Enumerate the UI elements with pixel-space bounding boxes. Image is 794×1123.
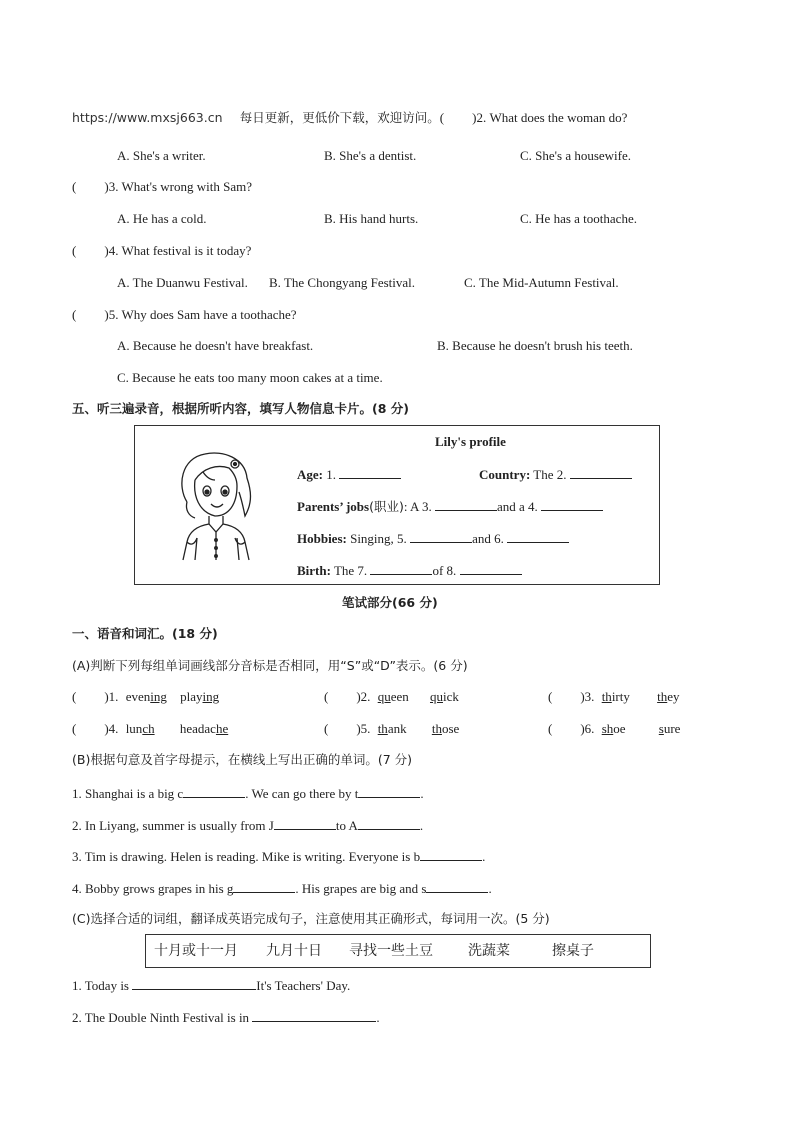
written-title: 笔试部分(66 分) bbox=[342, 595, 438, 610]
question-text: What does the woman do? bbox=[489, 110, 628, 125]
section5-title: 五、听三遍录音，根据所听内容，填写人物信息卡片。(8 分) bbox=[72, 401, 409, 416]
partB-item-1: 1. Shanghai is a big c . We can go there by t . bbox=[72, 786, 424, 801]
word-bank-item: 九月十日 bbox=[266, 943, 322, 959]
hobby6-blank[interactable] bbox=[507, 530, 569, 543]
partC-item-2: 2. The Double Ninth Festival is in . bbox=[72, 1010, 380, 1025]
partB-item-4: 4. Bobby grows grapes in his g . His grapes are big and s . bbox=[72, 881, 492, 896]
option-3a: A. He has a cold. bbox=[117, 211, 207, 226]
job3-blank[interactable] bbox=[435, 498, 497, 511]
header-line: https://www.mxsj663.cn 每日更新，更低价下载，欢迎访问。( )2. What does the woman do? bbox=[72, 110, 628, 125]
job4-blank[interactable] bbox=[541, 498, 603, 511]
partC-item-1: 1. Today is It's Teachers' Day. bbox=[72, 978, 351, 993]
blank-a[interactable] bbox=[358, 817, 420, 830]
word-bank-item: 寻找一些土豆 bbox=[349, 943, 433, 959]
option-5c: C. Because he eats too many moon cakes at a time. bbox=[117, 370, 383, 385]
option-5b: B. Because he doesn't brush his teeth. bbox=[437, 338, 633, 353]
partA-title: (A)判断下列每组单词画线部分音标是否相同，用“S”或“D”表示。(6 分) bbox=[72, 658, 468, 673]
partA-item-5: ( )5. thank those bbox=[324, 721, 460, 736]
age-blank[interactable] bbox=[339, 466, 401, 479]
partC-title: (C)选择合适的词组，翻译成英语完成句子，注意使用其正确形式，每词用一次。(5 分) bbox=[72, 911, 550, 926]
question-3: ( )3. What's wrong with Sam? bbox=[72, 179, 252, 194]
word-bank-item: 洗蔬菜 bbox=[468, 943, 510, 959]
card-row-hobbies: Hobbies: Singing, 5. and 6. bbox=[297, 530, 569, 547]
partB-item-2: 2. In Liyang, summer is usually from J to A . bbox=[72, 818, 424, 833]
blank-g[interactable] bbox=[233, 880, 295, 893]
option-2c: C. She's a housewife. bbox=[520, 148, 632, 163]
blank-j[interactable] bbox=[274, 817, 336, 830]
card-row-country: Country: The 2. bbox=[479, 466, 632, 483]
girl-illustration-icon bbox=[173, 446, 261, 564]
word-bank-item: 擦桌子 bbox=[552, 943, 594, 959]
birth8-blank[interactable] bbox=[460, 562, 522, 575]
blank-b[interactable] bbox=[420, 848, 482, 861]
card-row-age: Age: 1. bbox=[297, 466, 401, 483]
blank-c[interactable] bbox=[183, 785, 245, 798]
partC-blank-1[interactable] bbox=[132, 977, 256, 990]
partB-item-3: 3. Tim is drawing. Helen is reading. Mike is writing. Everyone is b . bbox=[72, 849, 486, 864]
partA-item-1: ( )1. evening playing bbox=[72, 689, 220, 704]
option-5a: A. Because he doesn't have breakfast. bbox=[117, 338, 314, 353]
blank-s[interactable] bbox=[426, 880, 488, 893]
option-2b: B. She's a dentist. bbox=[324, 148, 417, 163]
word-bank-box bbox=[145, 934, 651, 968]
partC-blank-2[interactable] bbox=[252, 1009, 376, 1022]
profile-card bbox=[134, 425, 660, 585]
option-4a: A. The Duanwu Festival. bbox=[117, 275, 248, 290]
question-num: 2 bbox=[476, 110, 483, 125]
card-title: Lily's profile bbox=[435, 434, 506, 449]
part1-title: 一、语音和词汇。(18 分) bbox=[72, 626, 218, 641]
option-4b: B. The Chongyang Festival. bbox=[269, 275, 416, 290]
card-row-parents: Parents’ jobs(职业): A 3. and a 4. bbox=[297, 498, 603, 515]
option-4c: C. The Mid-Autumn Festival. bbox=[464, 275, 619, 290]
card-row-birth: Birth: The 7. of 8. bbox=[297, 562, 522, 579]
partA-item-2: ( )2. queen quick bbox=[324, 689, 459, 704]
birth7-blank[interactable] bbox=[370, 562, 432, 575]
question-4: ( )4. What festival is it today? bbox=[72, 243, 252, 258]
question-5: ( )5. Why does Sam have a toothache? bbox=[72, 307, 297, 322]
partA-item-6: ( )6. shoe sure bbox=[548, 721, 681, 736]
country-blank[interactable] bbox=[570, 466, 632, 479]
option-3c: C. He has a toothache. bbox=[520, 211, 637, 226]
blank-t[interactable] bbox=[358, 785, 420, 798]
hobby5-blank[interactable] bbox=[410, 530, 472, 543]
partB-title: (B)根据句意及首字母提示，在横线上写出正确的单词。(7 分) bbox=[72, 752, 413, 767]
partA-item-4: ( )4. lunch headache bbox=[72, 721, 229, 736]
word-bank-item: 十月或十一月 bbox=[154, 943, 238, 959]
option-3b: B. His hand hurts. bbox=[324, 211, 419, 226]
partA-item-3: ( )3. thirty they bbox=[548, 689, 680, 704]
option-2a: A. She's a writer. bbox=[117, 148, 206, 163]
header-notice: 每日更新，更低价下载，欢迎访问。 bbox=[239, 110, 440, 125]
header-url: https://www.mxsj663.cn bbox=[72, 110, 223, 125]
